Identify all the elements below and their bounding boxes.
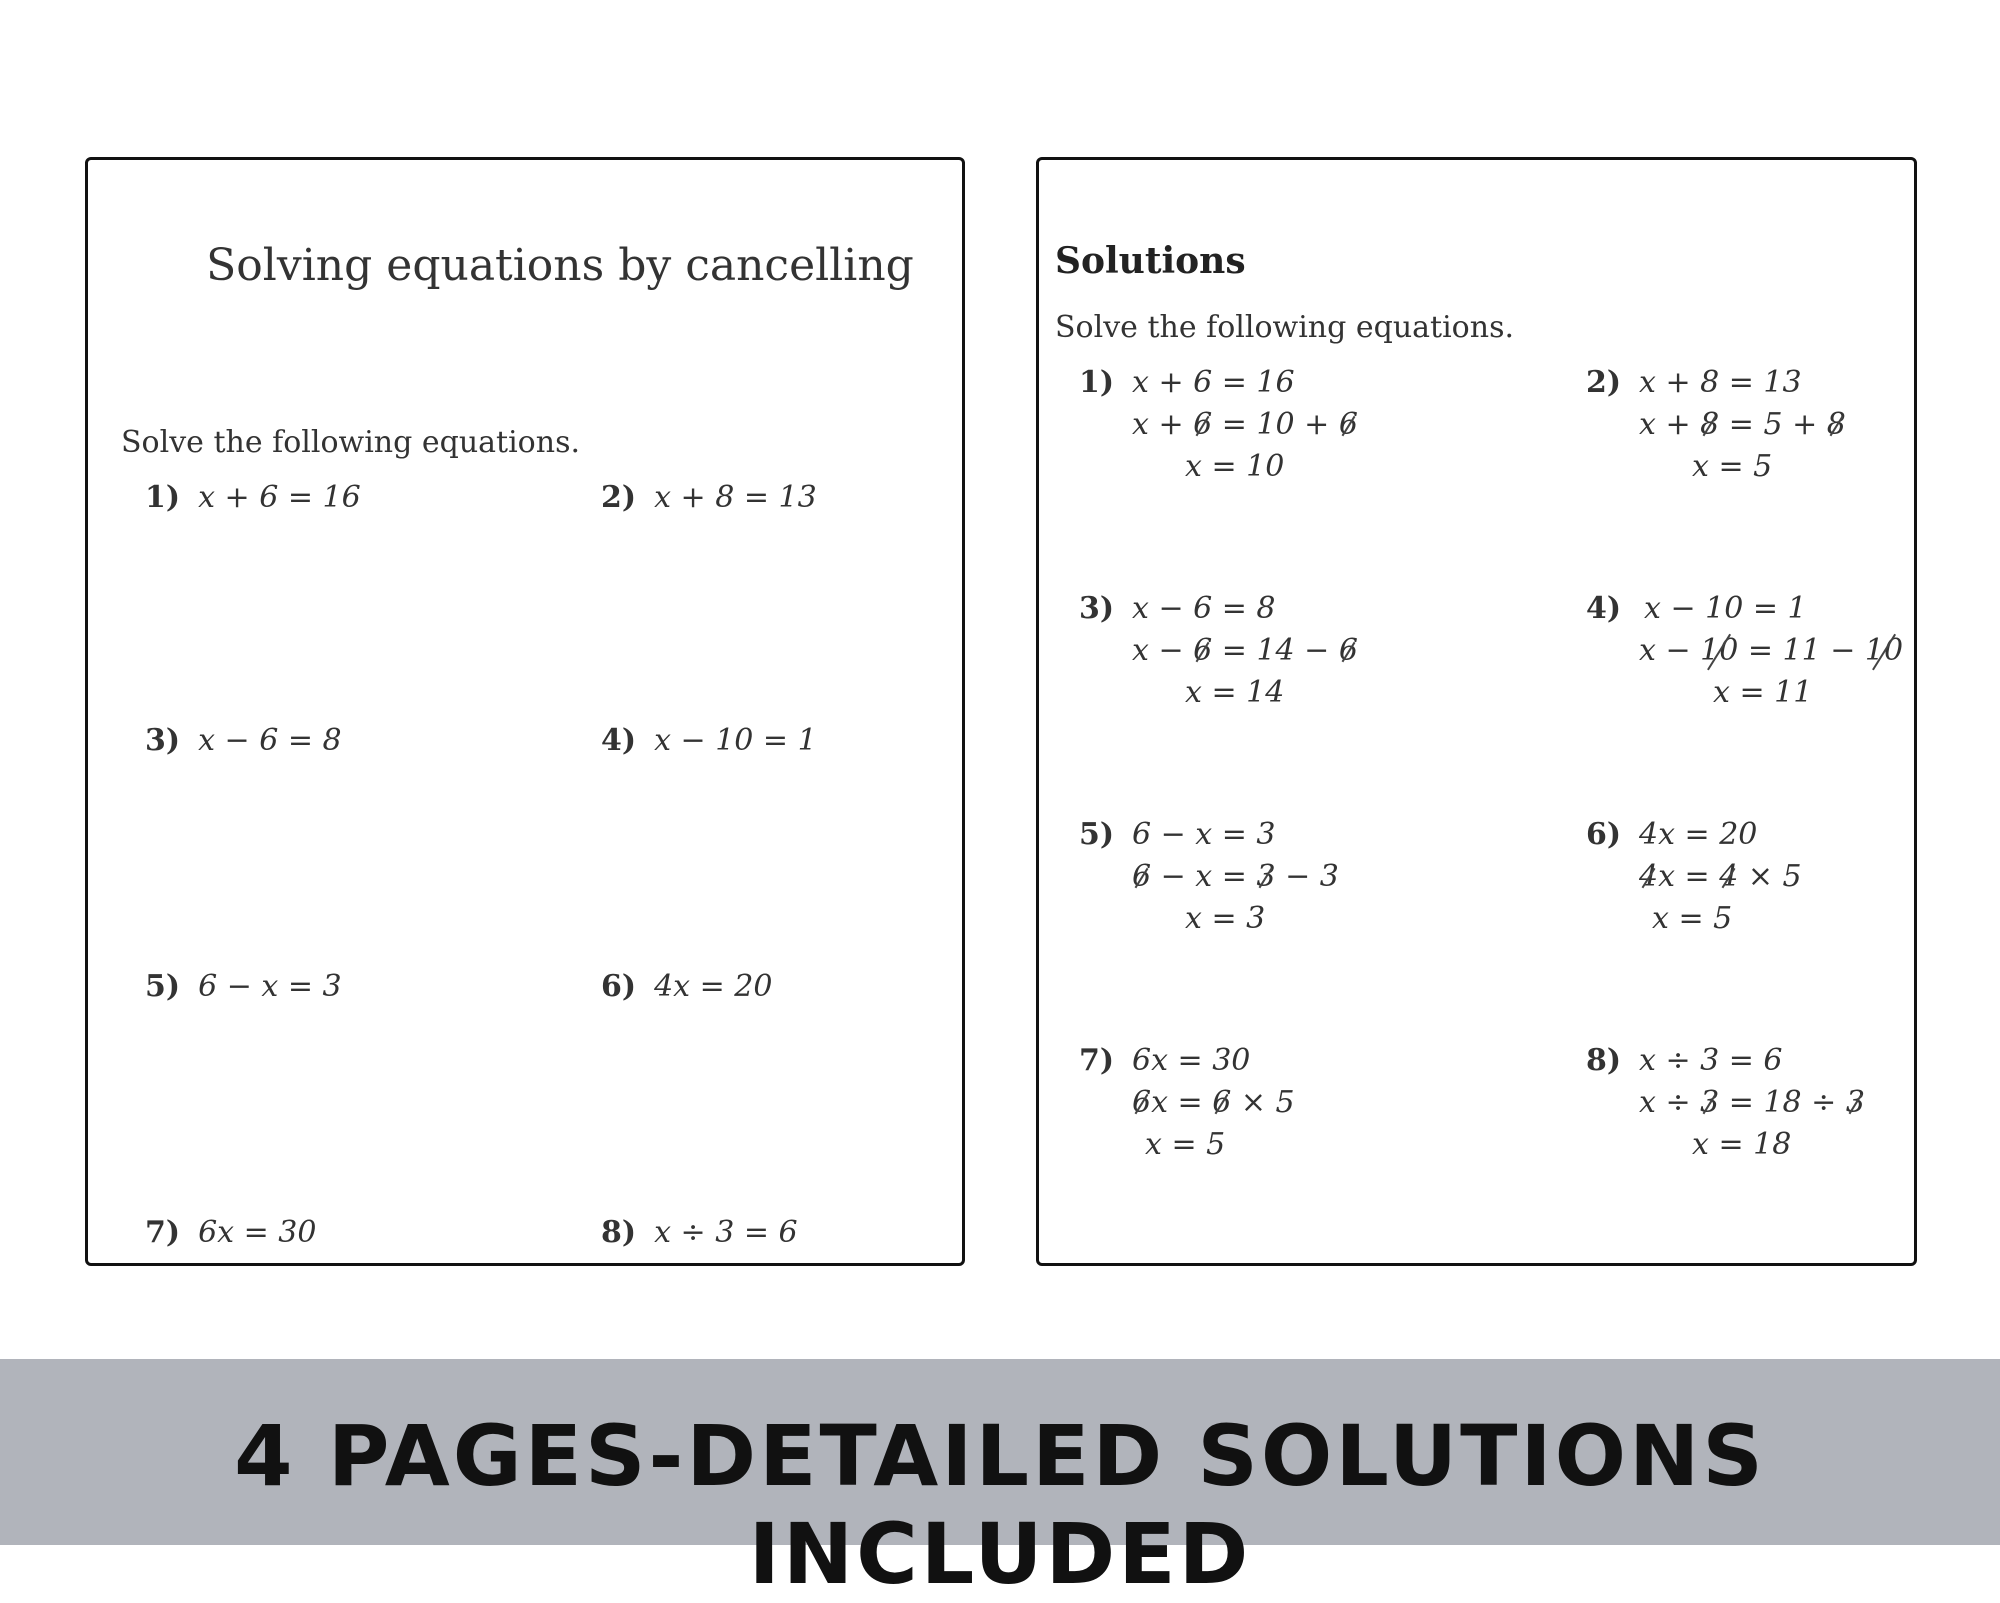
problem-equation: x ÷ 3 = 6 bbox=[654, 1215, 798, 1250]
problem-equation: x − 6 = 8 bbox=[198, 723, 342, 758]
solution-line-3: x = 5 bbox=[1652, 901, 1733, 936]
solutions-instruction: Solve the following equations. bbox=[1055, 310, 1514, 345]
problem-equation: x + 8 = 13 bbox=[654, 480, 817, 515]
problem-number: 4) bbox=[601, 723, 637, 758]
banner-text: 4 PAGES-DETAILED SOLUTIONS INCLUDED bbox=[234, 1407, 1766, 1603]
solution-line-3: x = 11 bbox=[1713, 675, 1813, 710]
cancelled-term: 4 bbox=[1639, 859, 1659, 894]
problem-2 bbox=[601, 480, 817, 515]
solution-number: 1) bbox=[1079, 365, 1115, 400]
solution-line-2: x + 8 = 5 + 8 bbox=[1639, 407, 1846, 442]
solution-line-1: 6 − x = 3 bbox=[1132, 817, 1276, 852]
solution-number: 5) bbox=[1079, 817, 1115, 852]
solution-line-3: x = 10 bbox=[1185, 449, 1285, 484]
solution-number: 4) bbox=[1586, 591, 1622, 626]
solution-number: 6) bbox=[1586, 817, 1622, 852]
solution-number: 2) bbox=[1586, 365, 1622, 400]
solution-line-2: 6x = 6 × 5 bbox=[1132, 1085, 1295, 1120]
problem-number: 7) bbox=[145, 1215, 181, 1250]
cancelled-term: 3 bbox=[1256, 859, 1276, 894]
cancelled-term: 3 bbox=[1845, 1085, 1865, 1120]
cancelled-term: 10 bbox=[1700, 633, 1739, 668]
solution-line-1: x − 6 = 8 bbox=[1132, 591, 1276, 626]
solution-line-1: x − 10 = 1 bbox=[1644, 591, 1807, 626]
solution-line-2: 6 − x = 3 − 3 bbox=[1132, 859, 1339, 894]
cancelled-term: 8 bbox=[1700, 407, 1720, 442]
solution-line-3: x = 3 bbox=[1185, 901, 1266, 936]
problem-number: 6) bbox=[601, 969, 637, 1004]
solution-line-1: 6x = 30 bbox=[1132, 1043, 1251, 1078]
cancelled-term: 6 bbox=[1338, 633, 1358, 668]
solutions-page bbox=[1036, 157, 1917, 1266]
solution-line-2: x + 6 = 10 + 6 bbox=[1132, 407, 1358, 442]
problem-equation: 6 − x = 3 bbox=[198, 969, 342, 1004]
solution-number: 8) bbox=[1586, 1043, 1622, 1078]
cancelled-term: 3 bbox=[1700, 1085, 1720, 1120]
solution-line-2: x ÷ 3 = 18 ÷ 3 bbox=[1639, 1085, 1865, 1120]
solution-line-1: 4x = 20 bbox=[1639, 817, 1758, 852]
problem-equation: 4x = 20 bbox=[654, 969, 773, 1004]
cancelled-term: 10 bbox=[1864, 633, 1904, 668]
solution-number: 3) bbox=[1079, 591, 1115, 626]
worksheet-title: Solving equations by cancelling bbox=[206, 240, 914, 291]
problem-3 bbox=[145, 723, 342, 758]
cancelled-term: 6 bbox=[1132, 1085, 1152, 1120]
solution-line-3: x = 18 bbox=[1692, 1127, 1792, 1162]
solution-line-3: x = 14 bbox=[1185, 675, 1285, 710]
problem-1 bbox=[145, 480, 361, 515]
problem-equation: 6x = 30 bbox=[198, 1215, 317, 1250]
solution-line-3: x = 5 bbox=[1692, 449, 1773, 484]
problem-5 bbox=[145, 969, 342, 1004]
problem-number: 2) bbox=[601, 480, 637, 515]
problem-number: 1) bbox=[145, 480, 181, 515]
cancelled-term: 6 bbox=[1338, 407, 1358, 442]
cancelled-term: 6 bbox=[1212, 1085, 1232, 1120]
solution-line-2: 4x = 4 × 5 bbox=[1639, 859, 1802, 894]
solution-line-1: x ÷ 3 = 6 bbox=[1639, 1043, 1783, 1078]
solution-line-1: x + 8 = 13 bbox=[1639, 365, 1802, 400]
solution-number: 7) bbox=[1079, 1043, 1115, 1078]
problem-8 bbox=[601, 1215, 798, 1250]
problem-number: 5) bbox=[145, 969, 181, 1004]
cancelled-term: 4 bbox=[1719, 859, 1739, 894]
problem-equation: x + 6 = 16 bbox=[198, 480, 361, 515]
problem-equation: x − 10 = 1 bbox=[654, 723, 817, 758]
solution-line-2: x − 10 = 11 − 10 bbox=[1639, 633, 1904, 668]
problem-number: 3) bbox=[145, 723, 181, 758]
cancelled-term: 6 bbox=[1193, 407, 1213, 442]
solutions-title: Solutions bbox=[1055, 240, 1246, 282]
problem-7 bbox=[145, 1215, 316, 1250]
problem-number: 8) bbox=[601, 1215, 637, 1250]
promo-banner bbox=[0, 1359, 2000, 1603]
problem-6 bbox=[601, 969, 772, 1004]
solution-line-3: x = 5 bbox=[1145, 1127, 1226, 1162]
worksheet-instruction: Solve the following equations. bbox=[121, 425, 580, 460]
cancelled-term: 8 bbox=[1826, 407, 1846, 442]
problem-4 bbox=[601, 723, 817, 758]
cancelled-term: 6 bbox=[1132, 859, 1152, 894]
cancelled-term: 6 bbox=[1193, 633, 1213, 668]
solution-line-2: x − 6 = 14 − 6 bbox=[1132, 633, 1358, 668]
worksheet-page bbox=[85, 157, 965, 1266]
solution-line-1: x + 6 = 16 bbox=[1132, 365, 1295, 400]
